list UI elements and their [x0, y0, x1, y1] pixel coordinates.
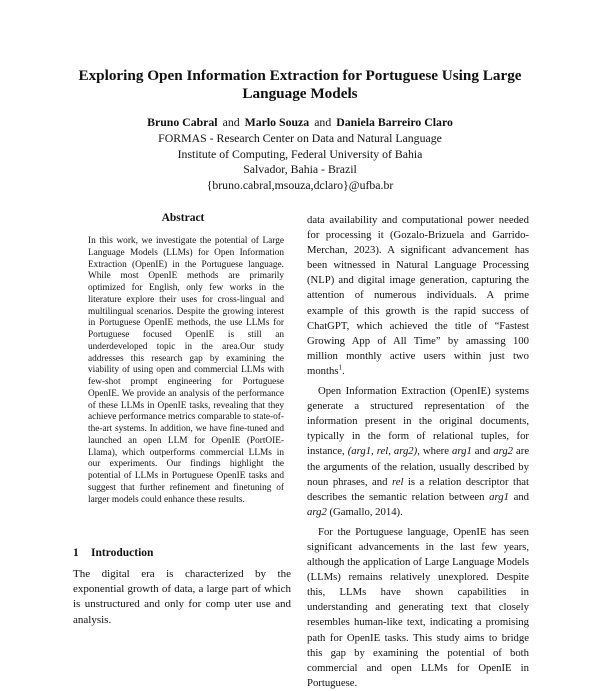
paragraph-text: (Gamallo, 2014). — [329, 505, 403, 518]
author-1: Bruno Cabral — [147, 115, 218, 129]
section-number: 1 — [73, 547, 79, 559]
abstract-heading: Abstract — [161, 212, 205, 224]
paragraph-text: , where — [417, 445, 449, 458]
paragraph: For the Portuguese language, OpenIE has seen significant advancements in the last few years, although the application of Large Language Models (LLMs) remains relatively unexplored. Despite this, LLMs have shown capabilities in understanding and generating text that closely resembles human-like text, indicating a promising path for OpenIE tasks. This study aims to bridge this gap by examining the potential of both commercial and open LLMs for OpenIE in Portuguese. — [307, 525, 529, 689]
math-arg2: arg2 — [307, 505, 327, 518]
paragraph — [307, 384, 529, 520]
author-connector: and — [314, 115, 332, 129]
abstract-text: In this work, we investigate the potential of Large Language Models (LLMs) for Open Information Extraction (OpenIE) in the Portuguese language. While most OpenIE methods are primarily optimized for English, only few works in the literature explore their uses for cross-lingual and multilingual scenarios. Despite the growing interest in Portuguese OpenIE methods, the use LLMs for Portuguese focused OpenIE is still an underdeveloped topic in the area.Our study addresses this research gap by examining the viability of using open and commercial LLMs with few-shot prompt engineering for Portuguese OpenIE. We provide an analysis of the performance of these LLMs in OpenIE tasks, revealing that they achieve performance metrics comparable to state-of-the-art systems. In addition, we have fine-tuned and launched an open LLM for OpenIE (PortOIE-Llama), which outperforms commercial LLMs in our experiments. Our findings highlight the potential of LLMs in Portuguese OpenIE tasks and suggest that further refinement and finetuning of larger models could enhance these results. — [88, 236, 284, 505]
paragraph-text: is a relation descriptor that describes the semantic relation between — [307, 475, 530, 503]
title-line-2: Language Models — [242, 85, 358, 102]
paragraph: data availability and computational power needed for processing it (Gozalo-Brizuela and Garrido-Merchan, 2023). A significant advancement has been witnessed in Natural Language Processing (NLP) and digital image generation, capturing the attention of numerous individuals. A prime example of this growth is the rapid success of ChatGPT, which achieved the title of “Fastest Growing App of All Time” by amassing 100 million monthly active users within just two months$^1$. — [307, 214, 529, 377]
right-column — [307, 213, 529, 691]
affiliation-line: Salvador, Bahia - Brazil — [243, 162, 357, 177]
math-arg1: arg1 — [452, 445, 472, 458]
math-tuple: (arg1, rel, arg2) — [347, 445, 418, 458]
section-heading-introduction — [73, 546, 153, 560]
author-connector: and — [222, 115, 240, 129]
author-block — [60, 115, 540, 194]
paper-title — [60, 67, 540, 103]
paragraph-text: and — [513, 490, 530, 503]
author-names — [60, 115, 540, 131]
paragraph-text: data availability and computational power needed for processing it (Gozalo-Brizuela and Garrido-Merchan, 2023). A significant advancement has been witnessed in Natural Language Processing (NLP) and digital image generation, capturing the attention of numerous individuals. A prime example of this growth is the rapid success of ChatGPT, which achieved the title of “Fastest Growing App of All Time” by amassing 100 million monthly active users within just two months — [307, 214, 529, 377]
author-emails: {bruno.cabral,msouza,dclaro}@ufba.br — [206, 178, 394, 193]
introduction-text: The digital era is characterized by the exponential growth of data, a large part of which is unstructured and only for comp uter use and analysis. — [73, 568, 291, 626]
paragraph-text: and — [474, 445, 491, 458]
author-3: Daniela Barreiro Claro — [336, 115, 453, 129]
paragraph-text: are the arguments of the relation, usually described by noun phrases, and — [307, 445, 530, 488]
footnote-marker: 1 — [338, 363, 342, 372]
title-line-1: Exploring Open Information Extraction for Portuguese Using Large — [78, 67, 522, 84]
math-arg1: arg1 — [489, 490, 509, 503]
affiliation-line: FORMAS - Research Center on Data and Natural Language — [158, 130, 442, 145]
paragraph-text: Open Information Extraction (OpenIE) systems generate a structured representation of the information present in the original documents, typically in the form of relational tuples, for instance, — [307, 385, 529, 458]
author-2: Marlo Souza — [244, 115, 310, 129]
math-arg2: arg2 — [493, 445, 514, 458]
affiliation-line: Institute of Computing, Federal University of Bahia — [177, 146, 423, 161]
math-rel: rel — [391, 475, 404, 488]
section-title: Introduction — [91, 547, 154, 559]
